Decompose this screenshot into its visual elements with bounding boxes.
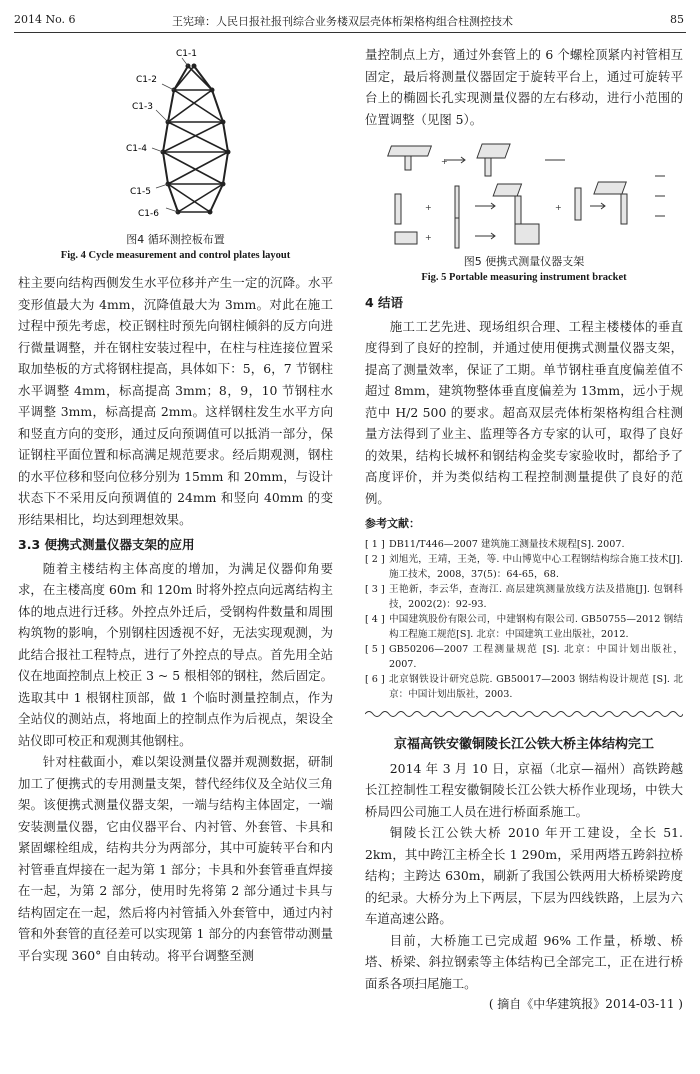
- label-c1-6: C1-6: [138, 209, 159, 219]
- journal-issue: 2014 No. 6: [14, 13, 76, 26]
- label-c1-4: C1-4: [126, 144, 147, 154]
- fig5-caption-en: Fig. 5 Portable measuring instrument bracket: [421, 272, 627, 283]
- reference-item: [ 4 ] 中国建筑股份有限公司，中建钢构有限公司. GB50755—2012 钢结构工程施工规范[S]. 北京：中国建筑工业出版社，2012.: [365, 613, 683, 640]
- svg-text:+: +: [425, 203, 432, 212]
- reference-item: [ 6 ] 北京钢铁设计研究总院. GB50017—2003 钢结构设计规范 [S]. 北京：中国计划出版社，2003.: [365, 673, 683, 700]
- left-paragraph-1: 柱主要向结构西侧发生水平位移并产生一定的沉降。水平变形值最大为 4mm，沉降值最大为 3mm。对此在施工过程中预先考虑，校正钢柱时预先向钢柱倾斜的反方向进行微量调整，并在钢柱安装过程中，在柱与柱连接位置采取加垫板的方式将钢柱提高，具体如下：5，6，7 节钢柱水平调整 4mm，标高提高 3mm；8，9，10 节钢柱水平调整 3mm，标高提高 2mm。这样钢柱发生水平方向和竖直方向的变形，通过反向预调值可以抵消一部分，保证钢柱平面位置和标高满足规范要求。经后期观测，钢柱的水平位移和竖向位移分别为 15mm 和 20mm，与设计状态下不采用反向预调值的 24mm 和竖向 40mm 的变形结果相比，均达到理想效果。: [18, 275, 333, 527]
- page-header: [0, 0, 700, 36]
- left-paragraph-2: 随着主楼结构主体高度的增加，为满足仪器仰角要求，在主楼高度 60m 和 120m 时将外控点向远离结构主体的地点进行迁移。外控点外迁后，受钢构件数量和周围构筑物的影响，个别钢柱因透视不好，无法实现观测，为此结合报社工程特点，进行了外控点的导点。首先用全站仪在地面控制点上校正 3 ~ 5 根相邻的钢柱，然后固定。选取其中 1 根钢柱顶部，做 1 个临时测量控制点，作为全站仪的测站点，将地面上的控制点作为后视点，架设全站仪即可校正和观测其他钢柱。: [18, 560, 333, 748]
- figure-4: [18, 44, 333, 232]
- left-column: [18, 44, 333, 966]
- svg-text:+: +: [425, 233, 432, 242]
- label-c1-1: C1-1: [176, 49, 197, 59]
- header-rule: [14, 32, 686, 33]
- section-4-heading: 4 结语: [365, 295, 404, 310]
- running-title: 王宪璋：人民日报社报刊综合业务楼双层壳体桁架格构组合柱测控技术: [172, 15, 513, 28]
- news-paragraph-2: 铜陵长江公铁大桥 2010 年开工建设，全长 51. 2km，其中跨江主桥全长 1 290m，采用两塔五跨斜拉桥结构；主跨达 630m，刷新了我国公铁两用大桥桥梁跨度的纪录。大桥分为上下两层，下层为四线铁路，上层为六车道高速公路。: [365, 825, 683, 926]
- fig4-caption-en: Fig. 4 Cycle measurement and control plates layout: [60, 250, 291, 261]
- fig5-caption-cn: 图5 便携式测量仪器支架: [463, 255, 585, 268]
- label-c1-5: C1-5: [130, 187, 151, 197]
- cycle-plates-diagram: [18, 44, 333, 232]
- references-heading: 参考文献：: [365, 517, 420, 530]
- page-number: 85: [670, 13, 684, 26]
- svg-text:+: +: [441, 157, 448, 166]
- reference-item: [ 2 ] 刘旭光，王靖，王尧，等. 中山博览中心工程钢结构综合施工技术[J]. 施工技术，2008，37(5)：64-65，68.: [365, 553, 683, 580]
- news-paragraph-1: 2014 年 3 月 10 日，京福（北京—福州）高铁跨越长江控制性工程安徽铜陵长江公铁大桥作业现场，中铁大桥局四公司施工人员在进行桥面系施工。: [365, 760, 683, 819]
- left-paragraph-3: 针对柱截面小，难以架设测量仪器并观测数据，研制加工了便携式的专用测量支架，替代经纬仪及全站仪三角架。该便携式测量仪器支架，一端与结构主体固定，一端安装测量仪器，它由仪器平台、内衬管、外套管、卡具和紧固螺栓组成，结构共分为两部分，其中可旋转平台和内衬管垂直焊接在一起为第 1 部分；卡具和外套管垂直焊接在一起，为第 2 部分，使用时先将第 2 部分通过卡具与结构固定在一起，然后将内衬管插入外套管中，通过内衬管和外套管的直径差可以实现第 1 部分的内套管带动测量平台实现 360° 自由转动。将平台调整至测: [18, 754, 333, 963]
- reference-item: [ 1 ] DB11/T446—2007 建筑施工测量技术规程[S]. 2007.: [365, 538, 625, 550]
- right-paragraph-1: 量控制点上方，通过外套管上的 6 个螺栓顶紧内衬管相互固定，最后将测量仪器固定于旋转平台上，通过可旋转平台上的椭圆长孔实现测量仪器的左右移动，进行小范围的位置调整（见图 5）。: [365, 47, 683, 127]
- svg-text:+: +: [555, 203, 562, 212]
- reference-item: [ 5 ] GB50206—2007 工程测量规范 [S]. 北京：中国计划出版社，2007.: [365, 643, 683, 670]
- right-paragraph-2: 施工工艺先进、现场组织合理、工程主楼楼体的垂直度得到了良好的控制，并通过使用便携式测量仪器支架，提高了测量效率，保证了工期。单节钢柱垂直度偏差值不超过 8mm，建筑物整体垂直度偏差为 13mm，远小于规范中 H/2 500 的要求。超高双层壳体桁架格构组合柱测量方法得到了业主、监理等各方专家的认可，取得了良好的效果，结构长城杯和钢结构金奖专家验收时，都给予了高度评价，并为类似结构工程控制测量提供了良好的范例。: [365, 318, 683, 506]
- references-list: [365, 537, 683, 702]
- news-source: ( 摘自《中华建筑报》2014-03-11 ): [488, 997, 683, 1011]
- reference-item: [ 3 ] 王艳新，李云华，查海江. 高层建筑测量放线方法及措施[J]. 包钢科技，2002(2)：92-93.: [365, 583, 683, 610]
- label-c1-2: C1-2: [136, 75, 157, 85]
- figure-5: [365, 136, 683, 254]
- fig4-caption-cn: 图4 循环测控板布置: [126, 233, 225, 246]
- news-title: 京福高铁安徽铜陵长江公铁大桥主体结构完工: [393, 737, 654, 752]
- right-column: [365, 44, 683, 1016]
- news-paragraph-3: 目前，大桥施工已完成超 96% 工作量，桥墩、桥塔、桥梁、斜拉钢索等主体结构已全部完工，正在进行桥面系各项扫尾施工。: [365, 932, 683, 991]
- bracket-diagram: [365, 136, 683, 254]
- wavy-divider: [365, 708, 683, 720]
- label-c1-3: C1-3: [132, 102, 153, 112]
- section-3-3-heading: 3.3 便携式测量仪器支架的应用: [18, 537, 195, 552]
